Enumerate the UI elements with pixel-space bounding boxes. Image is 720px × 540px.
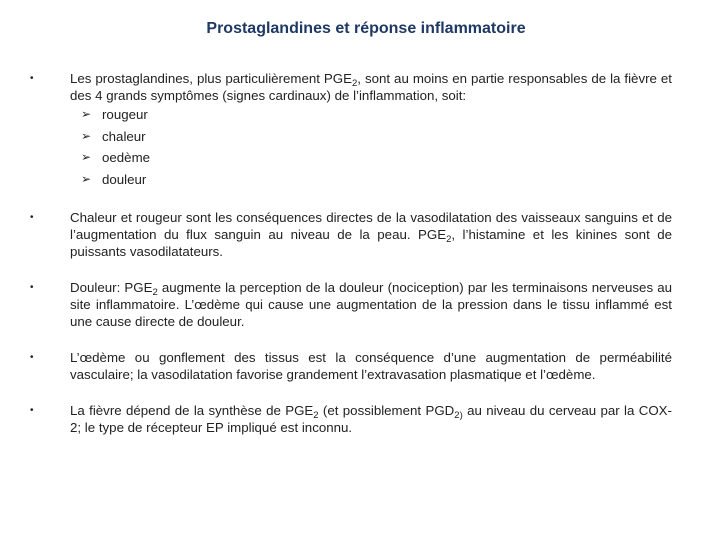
bullet-text-post: , sont au moins en partie responsables de la fièvre et des 4 grands symptômes (signes cardinaux) de l’inflammation, soit: bbox=[70, 71, 672, 103]
symptom-label: rougeur bbox=[102, 107, 148, 122]
bullet-douleur bbox=[30, 279, 672, 330]
symptom-item-chaleur bbox=[70, 126, 672, 148]
bullet-text: L’œdème ou gonflement des tissus est la conséquence d’une augmentation de perméabilité vasculaire; la vasodilatation favorise grandement l’extravasation plasmatique et l’œdème. bbox=[70, 350, 672, 382]
bullet-text-pre: Les prostaglandines, plus particulièrement PGE bbox=[70, 71, 352, 86]
symptom-item-douleur bbox=[70, 169, 672, 191]
subscript: 2 bbox=[446, 234, 452, 245]
subscript: 2 bbox=[313, 410, 319, 421]
symptom-label: oedème bbox=[102, 150, 151, 165]
symptom-label: douleur bbox=[102, 171, 147, 187]
bullet-dot: • bbox=[30, 405, 34, 416]
bullet-oedeme bbox=[30, 349, 672, 383]
bullet-dot: • bbox=[30, 282, 34, 293]
page-title: Prostaglandines et réponse inflammatoire bbox=[206, 20, 526, 37]
arrow-icon: ➢ bbox=[81, 107, 92, 121]
bullet-list bbox=[30, 70, 672, 436]
bullet-fievre bbox=[30, 402, 672, 436]
arrow-icon: ➢ bbox=[81, 171, 92, 186]
bullet-chaleur-rougeur bbox=[30, 209, 672, 260]
subscript: 2) bbox=[454, 410, 463, 421]
symptom-list bbox=[70, 104, 672, 190]
bullet-dot: • bbox=[30, 212, 34, 223]
symptom-item-oedeme bbox=[70, 147, 672, 169]
subscript: 2 bbox=[152, 287, 158, 298]
bullet-text-mid: (et possiblement PGD bbox=[318, 403, 455, 418]
bullet-dot: • bbox=[30, 352, 34, 363]
bullet-text-pre: Douleur: PGE bbox=[70, 280, 153, 295]
bullet-dot: • bbox=[30, 73, 34, 84]
subscript: 2 bbox=[351, 78, 358, 89]
arrow-icon: ➢ bbox=[81, 128, 92, 143]
bullet-text-post: au niveau du cerveau par la COX-2; le type de récepteur EP impliqué est inconnu. bbox=[70, 403, 672, 435]
bullet-text-post: augmente la perception de la douleur (nociception) par les terminaisons nerveuses au site inflammatoire. L’œdème qui cause une augmentation de la pression dans le tissu inflammé est une cause directe de douleur. bbox=[70, 280, 672, 329]
arrow-icon: ➢ bbox=[81, 150, 92, 164]
bullet-text-pre: La fièvre dépend de la synthèse de PGE bbox=[70, 403, 314, 418]
bullet-text-post: , l’histamine et les kinines sont de puissants vasodilatateurs. bbox=[70, 227, 673, 259]
symptom-item-rougeur bbox=[70, 104, 672, 126]
symptom-label: chaleur bbox=[102, 128, 146, 144]
bullet-prostaglandines-symptomes bbox=[30, 70, 672, 190]
bullet-text-pre: Chaleur et rougeur sont les conséquences directes de la vasodilatation des vaisseaux sanguins et de l’augmentation du flux sanguin au niveau de la peau. PGE bbox=[70, 210, 672, 242]
